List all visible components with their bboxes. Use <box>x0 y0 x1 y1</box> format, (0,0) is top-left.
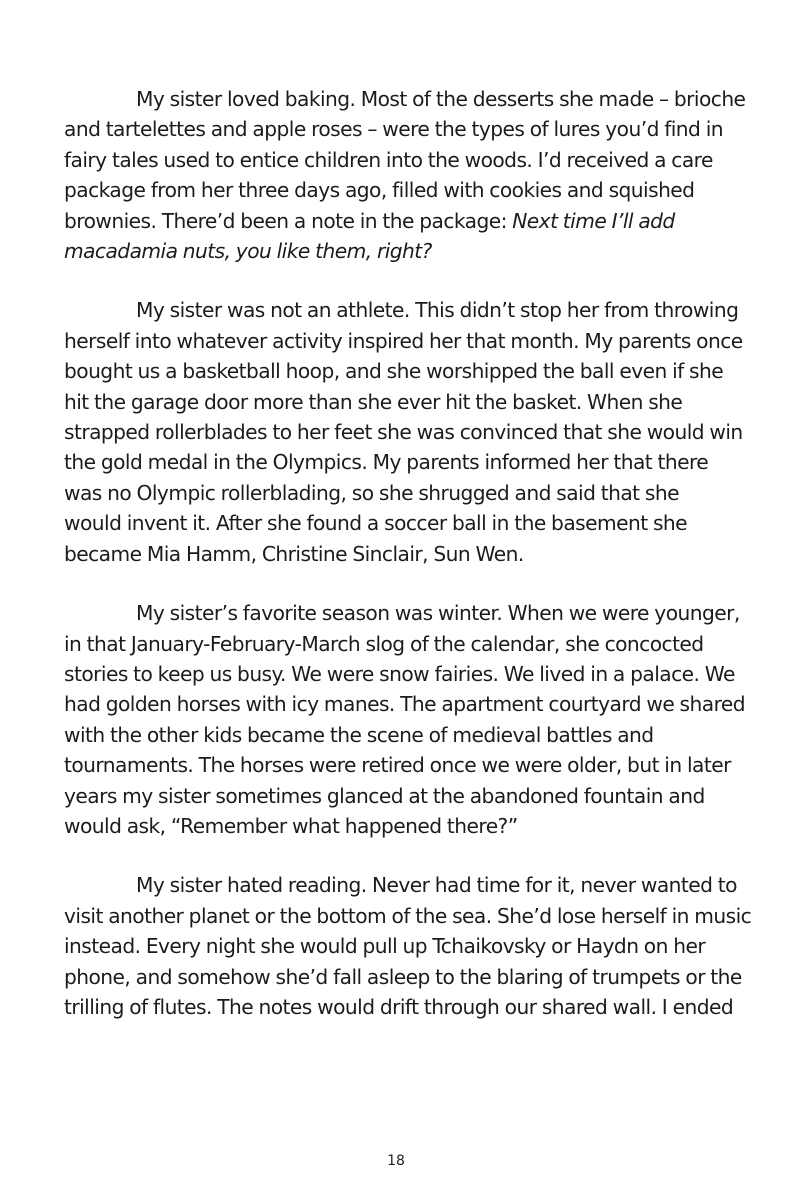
text-line: hit the garage door more than she ever hit the basket. When she <box>64 389 683 414</box>
text-line: herself into whatever activity inspired her that month. My parents once <box>64 328 743 353</box>
text-line: instead. Every night she would pull up Tchaikovsky or Haydn on her <box>64 934 706 959</box>
text-line: was no Olympic rollerblading, so she shrugged and said that she <box>64 480 679 505</box>
text-line: became Mia Hamm, Christine Sinclair, Sun Wen. <box>64 541 524 566</box>
text-line: in that January-February-March slog of the calendar, she concocted <box>64 631 704 656</box>
paragraph-winter <box>64 598 764 841</box>
text-line <box>64 206 764 236</box>
text-line: the gold medal in the Olympics. My parents informed her that there <box>64 450 709 475</box>
text-line: with the other kids became the scene of medieval battles and <box>64 722 654 747</box>
text-line: phone, and somehow she’d fall asleep to the blaring of trumpets or the <box>64 964 742 989</box>
text-line: bought us a basketball hoop, and she worshipped the ball even if she <box>64 359 724 384</box>
text-line: fairy tales used to entice children into the woods. I’d received a care <box>64 147 713 172</box>
paragraph-baking <box>64 84 764 266</box>
note-italic: Next time I’ll add <box>512 208 675 233</box>
text-line: years my sister sometimes glanced at the abandoned fountain and <box>64 783 705 808</box>
text-line: and tartelettes and apple roses – were the types of lures you’d find in <box>64 117 723 142</box>
text-line: stories to keep us busy. We were snow fairies. We lived in a palace. We <box>64 661 735 686</box>
paragraph-athlete <box>64 295 764 569</box>
text-line: My sister’s favorite season was winter. When we were younger, <box>136 601 740 626</box>
text-line: My sister was not an athlete. This didn’t stop her from throwing <box>136 298 739 323</box>
text-line: package from her three days ago, filled with cookies and squished <box>64 178 695 203</box>
text-line: visit another planet or the bottom of the sea. She’d lose herself in music <box>64 903 752 928</box>
text-line: strapped rollerblades to her feet she was convinced that she would win <box>64 420 743 445</box>
text-line: would ask, “Remember what happened there?” <box>64 813 518 838</box>
text-line <box>64 236 764 266</box>
text-line-plain: brownies. There’d been a note in the package: <box>64 208 513 233</box>
page-number: 18 <box>387 1153 405 1169</box>
paragraph-reading <box>64 870 764 1022</box>
text-line: had golden horses with icy manes. The apartment courtyard we shared <box>64 692 746 717</box>
text-line: My sister hated reading. Never had time for it, never wanted to <box>136 873 737 898</box>
document-page <box>64 84 764 1051</box>
text-line: would invent it. After she found a soccer ball in the basement she <box>64 511 688 536</box>
text-line: My sister loved baking. Most of the desserts she made – brioche <box>136 87 746 111</box>
note-italic: macadamia nuts, you like them, right? <box>64 239 432 264</box>
text-line: tournaments. The horses were retired once we were older, but in later <box>64 753 731 778</box>
text-line: trilling of flutes. The notes would drift through our shared wall. I ended <box>64 994 734 1019</box>
